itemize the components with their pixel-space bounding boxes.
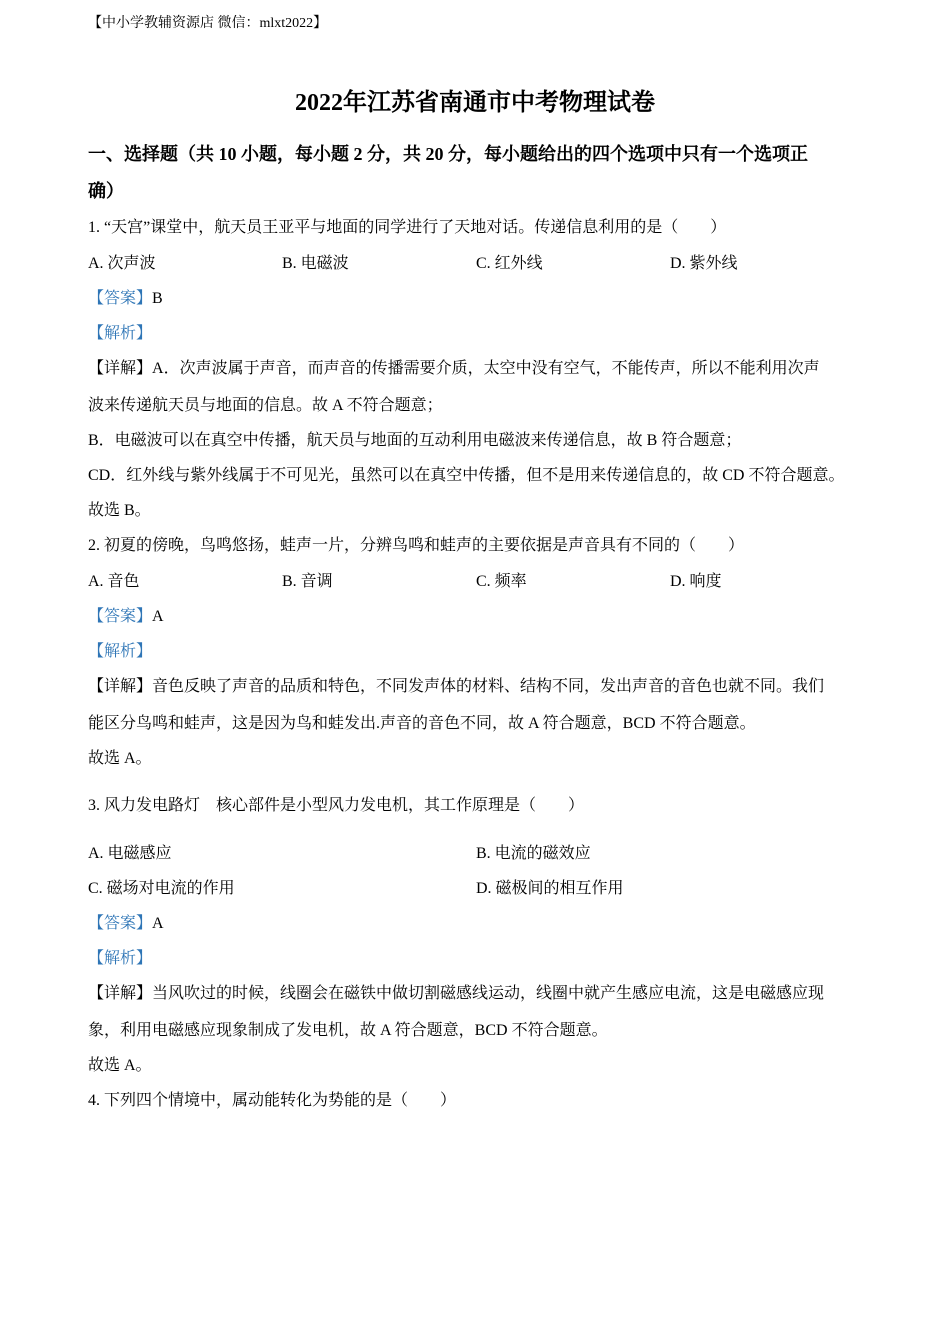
q1-option-c: C. 红外线 (476, 255, 543, 272)
detail-label: 【详解】 (88, 678, 153, 695)
q3-conclusion: 故选 A。 (88, 1057, 152, 1074)
q3-answer-value: A (152, 915, 164, 932)
detail-label: 【详解】 (88, 985, 153, 1002)
q2-option-b: B. 音调 (282, 573, 333, 590)
header-watermark: 【中小学教辅资源店 微信：mlxt2022】 (88, 16, 328, 31)
answer-label: 【答案】 (88, 290, 153, 307)
q1-answer-value: B (152, 290, 163, 307)
q1-option-b: B. 电磁波 (282, 255, 349, 272)
q1-option-d: D. 紫外线 (670, 255, 738, 272)
section-heading-line1: 一、选择题（共 10 小题，每小题 2 分，共 20 分，每小题给出的四个选项中只有一个选项正 (88, 144, 808, 164)
section-heading-line2: 确） (88, 181, 124, 201)
q1-option-a: A. 次声波 (88, 255, 156, 272)
q2-option-c: C. 频率 (476, 573, 527, 590)
q1-stem: 1. “天宫”课堂中，航天员王亚平与地面的同学进行了天地对话。传递信息利用的是（ ） (88, 219, 727, 236)
q2-answer-value: A (152, 608, 164, 625)
q2-answer (88, 603, 164, 626)
q1-analysis-label: 【解析】 (88, 325, 153, 342)
q2-analysis-label: 【解析】 (88, 643, 153, 660)
q3-option-c: C. 磁场对电流的作用 (88, 880, 235, 897)
q2-detail-line2: 能区分鸟鸣和蛙声，这是因为鸟和蛙发出.声音的音色不同，故 A 符合题意，BCD 不符合题意。 (88, 715, 756, 732)
q3-detail-text1: 当风吹过的时候，线圈会在磁铁中做切割磁感线运动，线圈中就产生感应电流，这是电磁感应现 (152, 985, 825, 1002)
q2-detail-line1 (88, 673, 824, 696)
q1-conclusion: 故选 B。 (88, 502, 151, 519)
q1-detail-line1 (88, 355, 820, 378)
q3-stem: 3. 风力发电路灯 核心部件是小型风力发电机，其工作原理是（ ） (88, 797, 585, 814)
q3-analysis-label: 【解析】 (88, 950, 153, 967)
q3-option-b: B. 电流的磁效应 (476, 845, 591, 862)
q3-option-d: D. 磁极间的相互作用 (476, 880, 624, 897)
detail-label: 【详解】 (88, 360, 153, 377)
q3-answer (88, 910, 164, 933)
q1-detail-line4: CD．红外线与紫外线属于不可见光，虽然可以在真空中传播，但不是用来传递信息的，故 CD 不符合题意。 (88, 467, 845, 484)
answer-label: 【答案】 (88, 608, 153, 625)
page-title: 2022年江苏省南通市中考物理试卷 (295, 90, 655, 116)
q4-stem: 4. 下列四个情境中，属动能转化为势能的是（ ） (88, 1092, 457, 1109)
q1-answer (88, 285, 163, 308)
q2-detail-text1: 音色反映了声音的品质和特色，不同发声体的材料、结构不同，发出声音的音色也就不同。我们 (152, 678, 825, 695)
q3-option-a: A. 电磁感应 (88, 845, 172, 862)
q1-detail-line3: B．电磁波可以在真空中传播，航天员与地面的互动利用电磁波来传递信息，故 B 符合题意； (88, 432, 742, 449)
answer-label: 【答案】 (88, 915, 153, 932)
q1-detail-text1: A．次声波属于声音，而声音的传播需要介质，太空中没有空气，不能传声，所以不能利用次声 (152, 360, 820, 377)
q2-conclusion: 故选 A。 (88, 750, 152, 767)
q2-stem: 2. 初夏的傍晚，鸟鸣悠扬，蛙声一片，分辨鸟鸣和蛙声的主要依据是声音具有不同的（ ） (88, 537, 745, 554)
q2-option-a: A. 音色 (88, 573, 140, 590)
q1-detail-line2: 波来传递航天员与地面的信息。故 A 不符合题意； (88, 397, 443, 414)
q3-detail-line1 (88, 980, 824, 1003)
q2-option-d: D. 响度 (670, 573, 722, 590)
q3-detail-line2: 象，利用电磁感应现象制成了发电机，故 A 符合题意，BCD 不符合题意。 (88, 1022, 608, 1039)
